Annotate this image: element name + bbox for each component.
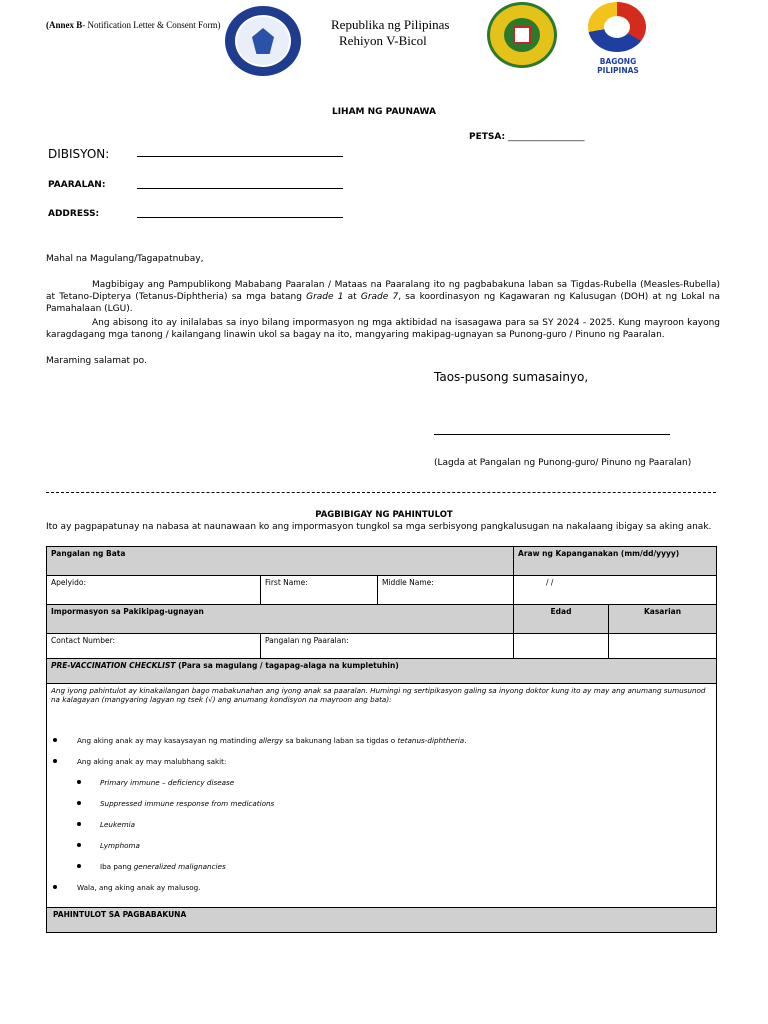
checklist-item-serious-illness[interactable]: Ang aking anak ay may malubhang sakit: [51, 751, 712, 772]
child-name-header: Pangalan ng Bata [47, 547, 514, 576]
annex-label: (Annex B- Notification Letter & Consent Form) [46, 20, 221, 30]
checklist-subitem-malignancies[interactable]: Iba pang generalized malignancies [51, 856, 712, 877]
checklist-body [47, 684, 717, 908]
address-label: ADDRESS: [48, 209, 100, 219]
address-line[interactable] [137, 217, 343, 218]
republic-heading [331, 17, 449, 49]
doh-seal-logo [487, 2, 557, 68]
sex-field[interactable] [609, 634, 717, 659]
date-field: PETSA: _________________ [469, 132, 585, 142]
region-text: Rehiyon V-Bicol [339, 33, 427, 48]
closing-text: Taos-pusong sumasainyo, [434, 370, 589, 384]
birthdate-header: Araw ng Kapanganakan (mm/dd/yyyy) [514, 547, 717, 576]
salutation: Mahal na Magulang/Tagapatnubay, [46, 254, 204, 264]
school-line[interactable] [137, 188, 343, 189]
paragraph-1: Magbibigay ang Pampublikong Mababang Paaralan / Mataas na Paaralang ito ng pagbabakuna laban sa Tigdas-Rubella (Measles-Rubella) at Tetano-Dipterya (Tetanus-Diphtheria) sa mga batang Grade 1 at Grade 7, sa koordinasyon ng Kagawaran ng Kalusugan (DOH) at ng Lokal na Pamahalaan (LGU). [46, 280, 721, 314]
school-label: PAARALAN: [48, 180, 106, 190]
school-name-field[interactable]: Pangalan ng Paaralan: [261, 634, 514, 659]
age-field[interactable] [514, 634, 609, 659]
thanks-text: Maraming salamat po. [46, 356, 147, 366]
signature-caption: (Lagda at Pangalan ng Punong-guro/ Pinuno ng Paaralan) [434, 458, 692, 468]
surname-field[interactable]: Apelyido: [47, 576, 261, 605]
middle-name-field[interactable]: Middle Name: [378, 576, 514, 605]
birthdate-field[interactable]: / / [514, 576, 717, 605]
division-label: DIBISYON: [48, 147, 110, 161]
signature-line[interactable] [434, 434, 670, 435]
consent-form-table [46, 546, 717, 933]
bagong-pilipinas-label: BAGONG PILIPINAS [597, 57, 639, 75]
division-line[interactable] [137, 156, 343, 157]
checklist-subitem-lymphoma[interactable]: Lymphoma [51, 835, 712, 856]
sex-header: Kasarian [609, 605, 717, 634]
checklist-subitem-leukemia[interactable]: Leukemia [51, 814, 712, 835]
letter-title: LIHAM NG PAUNAWA [331, 107, 437, 117]
checklist-note: Ang iyong pahintulot ay kinakailangan bago mabakunahan ang iyong anak sa paaralan. Humingi ng sertipikasyon galing sa inyong doktor kung ito ay may ang anumang sumusunod na kalagayan (mangyaring lagyan ng tsek (√) ang anumang kondisyon na mayroon ang bata): [51, 686, 706, 704]
consent-intro: Ito ay pagpapatunay na nabasa at naunawaan ko ang impormasyon tungkol sa mga serbisyong pangkalusugan na nakalaang ibigay sa aking anak. [46, 522, 712, 532]
republic-text: Republika ng Pilipinas [331, 17, 450, 32]
age-header: Edad [514, 605, 609, 634]
paragraph-2: Ang abisong ito ay inilalabas sa inyo bilang impormasyon ng mga aktibidad na isasagawa para sa SY 2024 - 2025. Kung mayroon kayong karagdagang mga tanong / kailangang linawin ukol sa bagay na ito, mangyaring makipag-ugnayan sa Punong-guro / Pinuno ng Paaralan. [46, 318, 720, 340]
bagong-pilipinas-logo [578, 2, 658, 75]
checklist-header: PRE-VACCINATION CHECKLIST (Para sa magulang / tagapag-alaga na kumpletuhin) [47, 659, 717, 684]
cut-line [46, 492, 716, 493]
deped-seal-logo [225, 6, 301, 76]
checklist-subitem-suppressed-immune[interactable]: Suppressed immune response from medications [51, 793, 712, 814]
first-name-field[interactable]: First Name: [261, 576, 378, 605]
checklist-item-healthy[interactable]: Wala, ang aking anak ay malusog. [51, 877, 712, 898]
checklist-item-allergy[interactable]: Ang aking anak ay may kasaysayan ng matinding allergy sa bakunang laban sa tigdas o tetanus-diphtheria. [51, 730, 712, 751]
checklist-subitem-immune-deficiency[interactable]: Primary immune – deficiency disease [51, 772, 712, 793]
contact-info-header: Impormasyon sa Pakikipag-ugnayan [47, 605, 514, 634]
vaccination-consent-header: PAHINTULOT SA PAGBABAKUNA [47, 908, 717, 933]
contact-number-field[interactable]: Contact Number: [47, 634, 261, 659]
consent-title: PAGBIBIGAY NG PAHINTULOT [315, 510, 453, 520]
